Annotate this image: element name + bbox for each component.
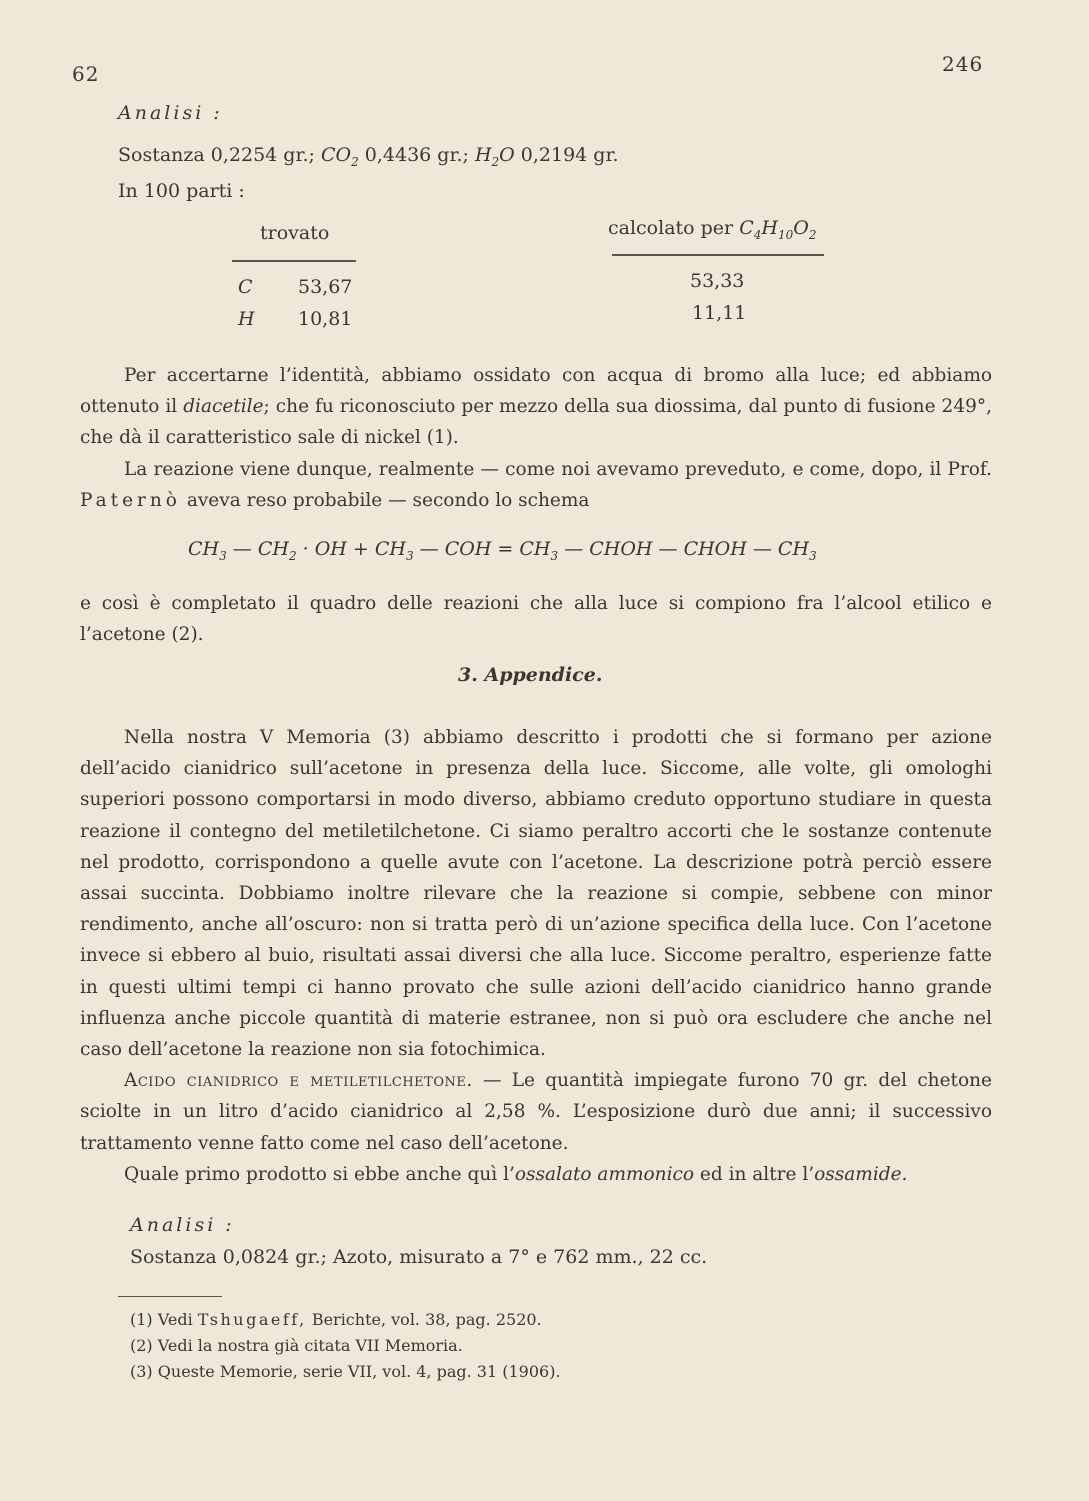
analysis-2-line: Sostanza 0,0824 gr.; Azoto, misurato a 7° e 762 mm., 22 cc. [130,1246,708,1268]
row-c-calc: 53,33 [690,270,745,292]
analysis-heading: Analisi : [118,102,223,124]
analysis-line-2: In 100 parti : [118,180,245,202]
paragraph-quadro: e così è completato il quadro delle reazioni che alla luce si compiono fra l’alcool etilico e l’acetone (2). [80,593,992,646]
experiment-label: Acido cianidrico e metiletilchetone. [124,1070,473,1092]
row-c-element: C [238,276,253,298]
page-number-left: 62 [72,62,100,86]
row-h-calc: 11,11 [692,302,747,324]
footnote-rule [118,1296,222,1297]
analysis-sostanza: Sostanza 0,2254 gr.; [118,144,315,166]
calc-formula: $C_4H_{10}O_2$ [739,217,817,242]
footnote-2: (2) Vedi la nostra già citata VII Memoria. [130,1336,463,1355]
row-c-found: 53,67 [298,276,353,298]
column-calc-header: calcolato per $C_4H_{10}O_2$ [608,217,817,242]
reaction-equation: $CH_3$ — $CH_2$ · OH + $CH_3$ — COH = $CH_3$ — CHOH — CHOH — $CH_3$ [188,538,817,563]
footnote-3: (3) Queste Memorie, serie VII, vol. 4, pag. 31 (1906). [130,1362,561,1381]
h2o-value: 0,2194 gr. [520,144,619,166]
co2-formula: $CO_2$ [320,144,359,169]
row-h-element: H [238,308,255,330]
calc-brace [612,254,824,256]
analysis-line-1 [118,144,619,169]
column-found-header: trovato [260,222,330,244]
paragraph-memoria: Nella nostra V Memoria (3) abbiamo descritto i prodotti che si formano per azione dell’acido cianidrico sull’acetone in presenza della luce. Siccome, alle volte, gli omologhi superiori possono comportarsi in modo diverso, abbiamo creduto opportuno studiare in questa reazione il contegno del metiletilchetone. Ci siamo peraltro accorti che le sostanze contenute nel prodotto, corrispondono a quelle avute con l’acetone. La descrizione potrà perciò essere assai succinta. Dobbiamo inoltre rilevare che la reazione si compie, sebbene con minor rendimento, anche all’oscuro: non si tratta però di un’azione specifica della luce. Con l’acetone invece si ebbero al buio, risultati assai diversi che alla luce. Siccome peraltro, esperienze fatte in questi ultimi tempi ci hanno provato che sulle azioni dell’acido cianidrico hanno grande influenza anche piccole quantità di materie estranee, non si può ora escludere che anche nel caso dell’acetone la reazione non sia fotochimica. Acido cianidrico e metiletilchetone. — Le quantità impiegate furono 70 gr. del chetone sciolte in un litro d’acido cianidrico al 2,58 %. L’esposizione durò due anni; il successivo trattamento venne fatto come nel caso dell’acetone. Quale primo prodotto si ebbe anche quì l’ossalato ammonico ed in altre l’ossamide. [80,727,992,1185]
page-number-right: 246 [942,52,984,76]
found-brace [232,260,356,262]
footnote-1: (1) Vedi Tshugaeff, Berichte, vol. 38, pag. 2520. [130,1310,542,1329]
co2-value: 0,4436 gr.; [364,144,469,166]
paragraph-identita: Per accertarne l’identità, abbiamo ossidato con acqua di bromo alla luce; ed abbiamo ottenuto il diacetile; che fu riconosciuto per mezzo della sua diossima, dal punto di fusione 249°, che dà il caratteristico sale di nickel (1). La reazione viene dunque, realmente — come noi avevamo preveduto, e come, dopo, il Prof. Paternò aveva reso probabile — secondo lo schema [80,365,992,511]
section-heading: 3. Appendice. [458,664,603,686]
row-h-found: 10,81 [298,308,353,330]
h2o-formula: $H_2O$ [474,144,515,169]
analysis-heading-2: Analisi : [130,1214,235,1236]
author-name: Paternò [80,489,181,511]
